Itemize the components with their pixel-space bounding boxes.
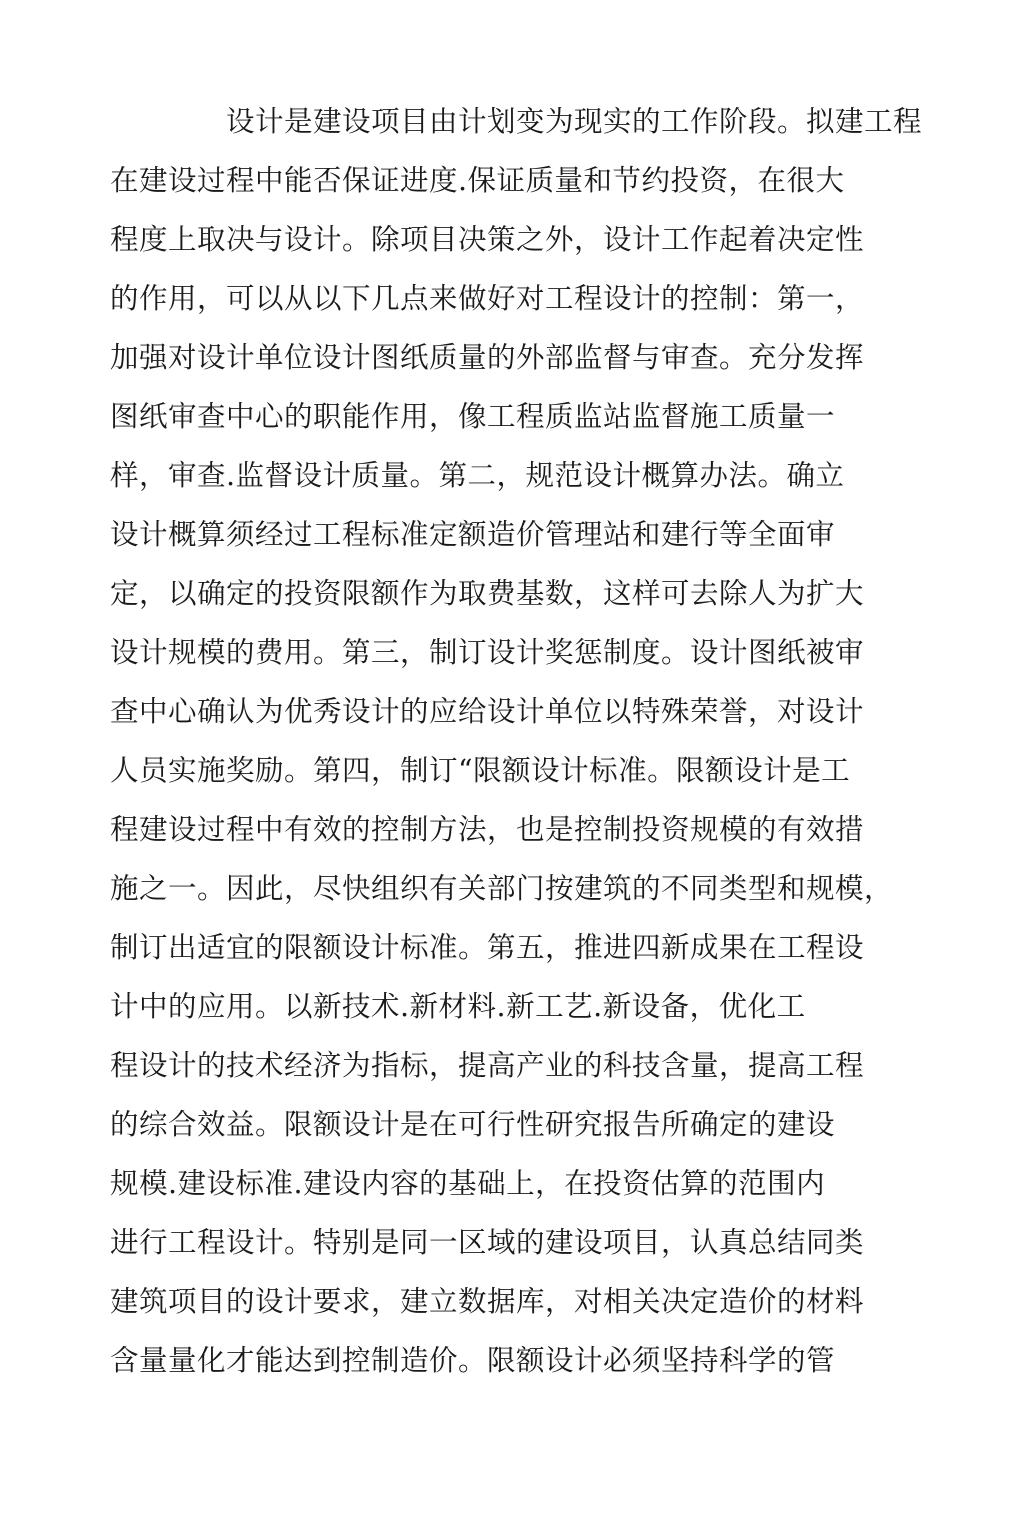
body-text (110, 92, 930, 1390)
paragraph-line: 计中的应用。以新技术.新材料.新工艺.新设备，优化工 (110, 990, 806, 1023)
paragraph-line: 样，审查.监督设计质量。第二，规范设计概算办法。确立 (110, 459, 845, 492)
paragraph-line: 程设计的技术经济为指标，提高产业的科技含量，提高工程 (110, 1049, 865, 1082)
paragraph-line: 含量量化才能达到控制造价。限额设计必须坚持科学的管 (110, 1344, 836, 1377)
paragraph-line: 建筑项目的设计要求，建立数据库，对相关决定造价的材料 (110, 1285, 865, 1318)
paragraph-line: 设计是建设项目由计划变为现实的工作阶段。拟建工程 (226, 105, 923, 138)
paragraph-line: 加强对设计单位设计图纸质量的外部监督与审查。充分发挥 (110, 341, 865, 374)
paragraph-line: 进行工程设计。特别是同一区域的建设项目，认真总结同类 (110, 1226, 865, 1259)
paragraph-line: 图纸审查中心的职能作用，像工程质监站监督施工质量一 (110, 400, 836, 433)
paragraph-line: 的综合效益。限额设计是在可行性研究报告所确定的建设 (110, 1108, 836, 1141)
paragraph-line: 查中心确认为优秀设计的应给设计单位以特殊荣誉，对设计 (110, 695, 865, 728)
paragraph-line: 程建设过程中有效的控制方法，也是控制投资规模的有效措 (110, 813, 865, 846)
paragraph-line: 制订出适宜的限额设计标准。第五，推进四新成果在工程设 (110, 931, 865, 964)
paragraph-line: 施之一。因此，尽快组织有关部门按建筑的不同类型和规模， (110, 872, 894, 905)
paragraph-line: 定，以确定的投资限额作为取费基数，这样可去除人为扩大 (110, 577, 865, 610)
paragraph-line: 设计概算须经过工程标准定额造价管理站和建行等全面审 (110, 518, 836, 551)
paragraph-line: 人员实施奖励。第四，制订“限额设计标准。限额设计是工 (110, 754, 851, 787)
paragraph-line: 在建设过程中能否保证进度.保证质量和节约投资，在很大 (110, 164, 845, 197)
paragraph-line: 的作用，可以从以下几点来做好对工程设计的控制：第一， (110, 282, 865, 315)
paragraph-line: 程度上取决与设计。除项目决策之外，设计工作起着决定性 (110, 223, 865, 256)
paragraph-line: 设计规模的费用。第三，制订设计奖惩制度。设计图纸被审 (110, 636, 865, 669)
paragraph-line: 规模.建设标准.建设内容的基础上，在投资估算的范围内 (110, 1167, 826, 1200)
